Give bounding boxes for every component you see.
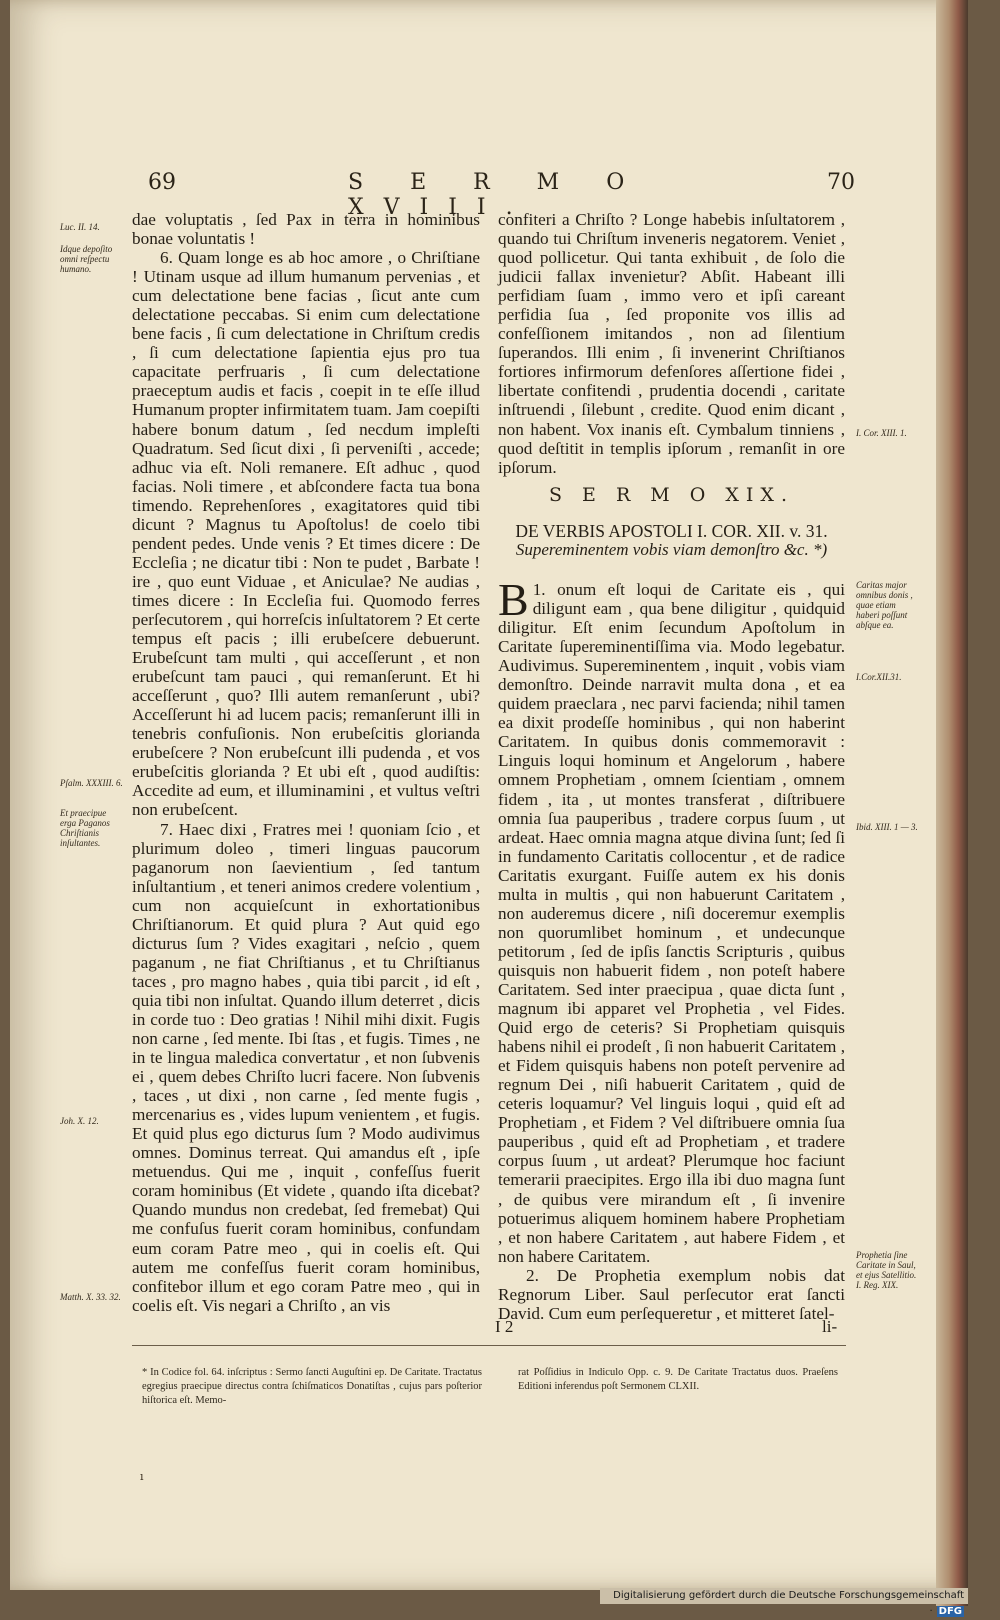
paragraph: 2. De Prophetia exemplum nobis dat Regnorum Liber. Saul perſecutor erat ſancti David. Cum eum perſequeretur , et mitteret ſatel- <box>498 1265 845 1323</box>
sermon-title: S E R M O XIX. <box>548 484 795 506</box>
paragraph-number: 1. <box>532 580 546 599</box>
running-header <box>140 170 855 220</box>
paragraph: dae voluptatis , ſed Pax in terra in hominibus bonae voluntatis ! <box>132 210 480 249</box>
margin-note: Caritas major omnibus donis , quae etiam haberi poſſunt abſque ea. <box>856 580 913 630</box>
margin-note: Pſalm. XXXIII. 6. <box>60 778 123 788</box>
margin-note: Et praecipue erga Paganos Chriſtianis inſultantes. <box>60 808 110 848</box>
paragraph: 7. Haec dixi , Fratres mei ! quoniam ſcio , et plurimum doleo , timeri linguas paucorum paganorum non ſaevientium , ſed tantum inſultantium , et teneri animos credere volentium , cum non acquieſcunt in exhortationibus Chriſtianorum. Et quid plura ? Aut quid ego dicturus ſum ? Vides exagitari , neſcio , quem paganum , ne fiat Chriſtianus , et tu Chriſtianus taces , pro magno habes , quia tibi parcit , id eſt , quia tibi non inſultat. Quando illum deterret , dicis in corde tuo : Deo gratias ! Nihil mihi dixit. Fugis non carne , ſed mente. Ibi ſtas , et fugis. Times , ne in te lingua maledica convertatur , et non ſubvenis ei , quem debes Chriſto lucri facere. Non ſubvenis , taces , ut dixi , non carne , ſed mente fugis , mercenarius es , vides lupum venientem , et fugis. Et quid plus ego dicturus ſum ? Modo audivimus omnes. Dominus terreat. Qui amandus eſt , ipſe metuendus. Qui me , inquit , confeſſus fuerit coram hominibus (Et videte , quando iſta dicebat? Quando mundus non credebat, ſed fremebat) Qui me confuſus fuerit coram hominibus, confundam eum coram Patre meo , qui in coelis eſt. Qui autem me confeſſus fuerit coram hominibus, confitebor illum et ego coram Patre meo , qui in coelis eſt. Vis negari a Chriſto , an vis <box>132 819 480 1315</box>
right-column-top <box>498 210 845 477</box>
sermon-subtitle: DE VERBIS APOSTOLI I. COR. XII. v. 31. <box>515 521 828 541</box>
margin-note: Luc. II. 14. <box>60 222 100 232</box>
right-column-body <box>498 574 846 1323</box>
footnote-left: * In Codice fol. 64. inſcriptus : Sermo ſancti Auguſtini ep. De Caritate. Tractatus egregius praecipue directus contra ſchiſmaticos Donatiſtas , cujus pars poſterior hiſtorica eſt. Memo- <box>142 1367 482 1406</box>
margin-note: Ibid. XIII. 1 — 3. <box>856 822 918 832</box>
footnote-right: rat Poſſidius in Indiculo Opp. c. 9. De Caritate Tractatus duos. Praeſens Editioni inferendus poſt Sermonem CLXII. <box>518 1367 838 1392</box>
paragraph-text: onum eſt loqui de Caritate eis , qui diligunt eam , qua bene diligitur , quidquid diligitur. Eſt enim ſecundum Apoſtolum in Caritate ſupereminentiſſima via. Modo legebatur. Audivimus. Supereminentem , inquit , vobis viam demonſtro. Deinde narravit multa dona , et ea quidem praeclara , nec parvi facienda; nihil tamen ea dixit prodeſſe hominibus , qui non haberint Caritatem. In quibus donis commemoravit : Linguis loqui hominum et Angelorum , habere omnem Prophetiam , omnem ſcientiam , omnem fidem , ita , ut montes transferat , diſtribuere omnia ſua pauperibus , tradere corpus ſuum , ut ardeat. Haec omnia magna atque divina ſunt; ſed ſi in fundamento Caritatis collocentur , et de radice Caritatis exurgant. Fuiſſe autem ex his donis multa in multis , qui non habuerunt Caritatem , non auderemus dicere , niſi doceremur exemplis non quorumlibet hominum , et undecunque petitorum , ſed de ipſis ſanctis Scripturis , quibus quisquis non habuerit fidem , non poteſt habere Caritatem. Sed inter praecipua , quae dicta ſunt , magnum ibi apparet vel Prophetia , vel Fides. Quid ergo de ceteris? Si Prophetiam quisquis habens nihil ei prodeſt , ſi non habuerit Caritatem , et Fidem quisquis habens non poteſt pervenire ad regnum Dei , niſi habuerit Caritatem , quid de ceteris loquamur? Vel linguis loqui , quid eſt ad Prophetiam , et Fidem ? Vel diſtribuere omnia ſua pauperibus , quid eſt ad Prophetiam , et tradere corpus ſuum , ut ardeat? Plerumque hoc faciunt temerarii praecipites. Ergo illa ibi duo magna ſunt , de quibus vere mirandum eſt , ſi invenire potuerimus aliquem hominem habere Prophetiam , et non habere Caritatem , aut habere Fidem , et non habere Caritatem. <box>498 580 846 1266</box>
book-page <box>10 0 968 1590</box>
paragraph <box>498 574 846 1266</box>
margin-note: Joh. X. 12. <box>60 1116 99 1126</box>
page-number-right: 70 <box>827 170 855 195</box>
signature-mark: I 2 <box>495 1317 514 1336</box>
digitization-footer <box>600 1588 968 1617</box>
margin-note: I. Cor. XIII. 1. <box>856 428 907 438</box>
catchword: li- <box>822 1317 838 1336</box>
margin-note: I.Cor.XII.31. <box>856 672 902 682</box>
drop-cap: B <box>498 574 529 625</box>
page-number-left: 69 <box>148 170 176 195</box>
sermon-subtitle-2: Supereminentem vobis viam demonſtro &c. *) <box>515 540 828 559</box>
margin-note: Prophetia ſine Caritate in Saul, et ejus Satellitio. I. Reg. XIX. <box>856 1250 917 1290</box>
page-mark: ı <box>140 1470 144 1483</box>
margin-note: Idque depoſito omni reſpectu humano. <box>60 244 113 274</box>
left-column <box>132 210 480 1315</box>
footnote-rule <box>132 1345 846 1346</box>
footer-text: Digitalisierung gefördert durch die Deutsche Forschungsgemeinschaft · <box>613 1590 964 1617</box>
paragraph: confiteri a Chriſto ? Longe habebis inſultatorem , quando tui Chriſtum inveneris negatorem. Veniet , quod pollicetur. Qui tanta exhibuit , de ſolo die judicii fallax invenietur? Abſit. Habeant illi perfidiam ſuam , immo vero et ipſi careant perfidia ſua , ſed proponite vos illis ad confeſſionem imitandos , non ad ſilentium ſuperandos. Illi enim , ſi invenerint Chriſtianos fortiores infirmorum defenſores aſſertione fidei , libertate confitendi , prudentia docendi , caritate inſtruendi , ſilebunt , credite. Quod enim dicant , non habent. Vox inanis eſt. Cymbalum tinniens , quod deſtitit in templis ipſorum , remanſit in ore ipſorum. <box>498 210 845 477</box>
paragraph: 6. Quam longe es ab hoc amore , o Chriſtiane ! Utinam usque ad illum humanum pervenias , et cum delectatione bene facias , ſicut ante cum delectatione peccabas. Si enim cum delectatione bene facis , ſi cum delectatione in Chriſtum credis , ſi cum delectatione ſapientia ejus pro tua capacitate perfruaris , ſi cum delectatione praeceptum audis et facis , coepit in te eſſe illud Humanum propter infirmitatem tuam. Jam coepiſti habere bonum datum , ſed necdum impleſti Quadratum. Sed ſicut dixi , ſi perveniſti , accede; adhuc via eſt. Noli remanere. Eſt adhuc , quod facias. Noli timere , et abſcondere facta tua bona timendo. Reprehenſores , exagitatores quid tibi dicunt ? Magnus tu Apoſtolus! de coelo tibi pendent pedes. Unde venis ? Et times dicere : De Eccleſia ; ne dicatur tibi : Non te pudet , Barbate ! ire , quo eunt Viduae , et Aniculae? Ne audias , times dicere : In Eccleſia fui. Quomodo ferres perſecutorem , qui horreſcis inſultatorem ? Et certe tempus eſt pacis ; illi erubeſcere debuerunt. Erubeſcunt tam multi , qui acceſſerunt , et non erubeſcunt tam pauci , qui remanſerunt. Et hi acceſſerunt , quo? Illi autem remanſerunt , ubi? Acceſſerunt hi ad lucem pacis; remanſerunt illi in tenebris confuſionis. Non erubeſcitis glorianda erubeſcere ? Non erubeſcunt illi pudenda , et vos erubeſcitis glorianda ? Et ubi eſt , quod audiſtis: Accedite ad eum, et illuminamini , et vultus veſtri non erubeſcent. <box>132 248 480 820</box>
margin-note: Matth. X. 33. 32. <box>60 1292 121 1302</box>
running-title: S E R M O XVIII. <box>348 170 645 220</box>
page-edge <box>936 0 968 1606</box>
dfg-logo: DFG <box>938 1606 962 1617</box>
